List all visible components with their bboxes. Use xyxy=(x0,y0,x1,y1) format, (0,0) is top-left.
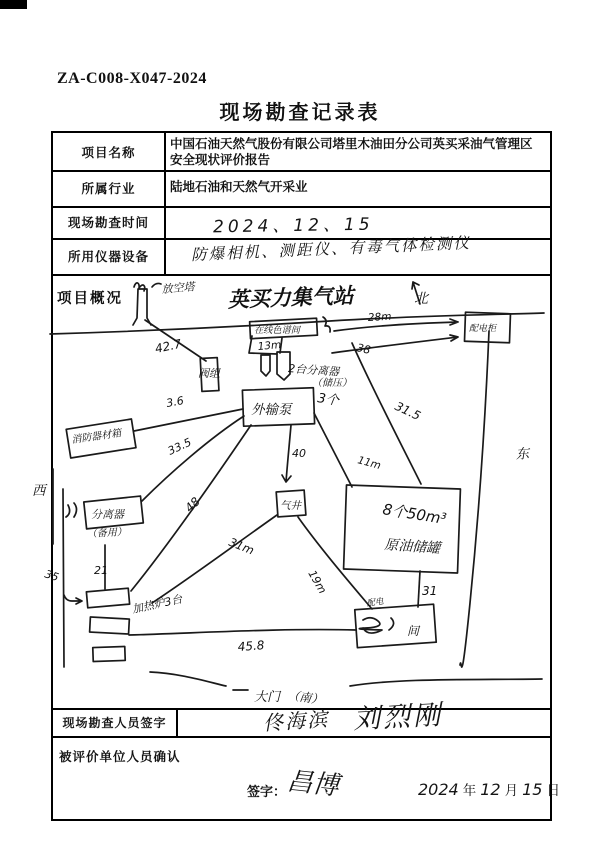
sketch-north-label: 北 xyxy=(414,291,428,307)
document-number: ZA-C008-X047-2024 xyxy=(57,70,207,87)
dist-31m: 31m xyxy=(226,534,257,558)
handwritten-survey-date: 2024、12、15 xyxy=(212,214,374,238)
tank-name: 原油储罐 xyxy=(383,537,441,557)
separator-vessel-1 xyxy=(261,355,270,376)
label-project-name: 项目名称 xyxy=(81,145,136,160)
signature-surveyor-2: 刘烈刚 xyxy=(352,699,444,736)
power-room-label: 间 xyxy=(407,624,420,638)
power-room-tag: 配电 xyxy=(366,596,385,609)
tank-volume: 8个50m³ xyxy=(381,500,448,529)
dist-28m: 28m xyxy=(367,310,392,324)
label-confirm: 被评价单位人员确认 xyxy=(59,750,181,764)
confirm-month: 12 xyxy=(480,780,501,799)
scan-artifact-mark xyxy=(0,0,27,9)
flare-tower xyxy=(133,289,151,325)
line-11m xyxy=(314,413,352,487)
sketch-west-label: 西 xyxy=(32,483,46,499)
confirm-day: 15 xyxy=(522,780,543,799)
arrow-40 xyxy=(282,425,291,482)
value-industry: 陆地石油和天然气开采业 xyxy=(170,180,308,194)
handwritten-equipment: 防爆相机、测距仪、有毒气体检测仪 xyxy=(190,233,472,265)
dist-19m: 19m xyxy=(305,568,330,596)
signature-surveyor-1: 佟海滨 xyxy=(262,706,330,736)
scribble-spare xyxy=(66,503,77,517)
fence-south xyxy=(150,672,542,690)
label-equipment: 所用仪器设备 xyxy=(67,250,149,264)
dist-13m: 13m xyxy=(257,338,282,353)
dist-38: 38 xyxy=(355,341,372,357)
confirm-year-unit: 年 xyxy=(462,783,477,798)
power-room-scribble xyxy=(359,618,393,633)
heater-3 xyxy=(93,646,125,661)
separators-note: （储压） xyxy=(312,378,352,389)
line-19m xyxy=(298,517,372,609)
gas-well-label: 气井 xyxy=(280,500,301,512)
dist-40: 40 xyxy=(292,447,306,460)
power-cabinet-label: 配电柜 xyxy=(469,324,497,334)
fence-west xyxy=(53,469,64,667)
spare-separator-label: 分离器 xyxy=(91,508,124,521)
page-title: 现场勘查记录表 xyxy=(219,102,381,124)
value-project-name: 中国石油天然气股份有限公司塔里木油田分公司英买采油气管理区安全现状评价报告 xyxy=(170,137,533,167)
flare-label: 放空塔 xyxy=(161,280,196,296)
row-divider xyxy=(53,736,550,738)
dist-31: 31 xyxy=(422,584,438,598)
dist-48: 48 xyxy=(182,494,203,516)
gate-label: 大门 xyxy=(254,690,281,705)
dist-42-7: 42.7 xyxy=(153,336,183,356)
signature-confirm: 昌博 xyxy=(285,766,341,802)
chromatograph-label: 在线色谱间 xyxy=(254,325,300,336)
line-31 xyxy=(418,571,420,607)
column-divider xyxy=(164,133,166,274)
heater-label: 加热炉3台 xyxy=(130,592,184,616)
confirm-month-unit: 月 xyxy=(504,783,519,798)
label-surveyor-sign: 现场勘查人员签字 xyxy=(62,715,167,730)
arrow-38 xyxy=(332,335,458,353)
confirm-day-unit: 日 xyxy=(546,783,560,798)
sketch-east-label: 东 xyxy=(514,445,530,463)
column-divider xyxy=(176,708,178,736)
pump-label: 外输泵 xyxy=(251,402,292,418)
gate-direction: （南） xyxy=(286,688,325,707)
pump-count: 3个 xyxy=(316,391,340,409)
fire-box-label: 消防器材箱 xyxy=(70,428,122,446)
arrow-28m xyxy=(334,319,458,331)
confirm-date xyxy=(418,779,560,799)
line-31m xyxy=(152,515,277,603)
spare-separator-note: （备用） xyxy=(86,526,128,540)
dist-33-5: 33.5 xyxy=(165,435,194,458)
power-room-box xyxy=(355,604,436,647)
flare-leader xyxy=(152,283,161,287)
scribble-platform xyxy=(323,317,330,332)
dist-11m: 11m xyxy=(356,454,383,473)
valve-group-label: 阀组 xyxy=(198,367,220,380)
fence-east xyxy=(460,331,489,667)
label-overview: 项目概况 xyxy=(57,291,123,307)
heater-1 xyxy=(86,588,129,608)
separators-label: 2台分离器 xyxy=(287,362,340,379)
line-45-8 xyxy=(129,630,356,635)
label-industry: 所属行业 xyxy=(81,182,136,196)
dist-3-6: 3.6 xyxy=(165,394,185,410)
dist-31-5: 31.5 xyxy=(392,399,423,424)
confirm-year: 2024 xyxy=(418,780,459,799)
sketch-station-title: 英买力集气站 xyxy=(227,283,355,312)
dist-45-8: 45.8 xyxy=(237,638,265,654)
dist-35: 35 xyxy=(43,567,61,585)
oil-tank-box xyxy=(344,485,461,573)
heater-2 xyxy=(90,617,130,634)
sign-label: 签字： xyxy=(247,784,287,799)
label-survey-time: 现场勘查时间 xyxy=(67,216,149,230)
site-sketch xyxy=(30,273,550,707)
west-arrow xyxy=(64,595,82,604)
dist-21: 21 xyxy=(94,564,108,577)
